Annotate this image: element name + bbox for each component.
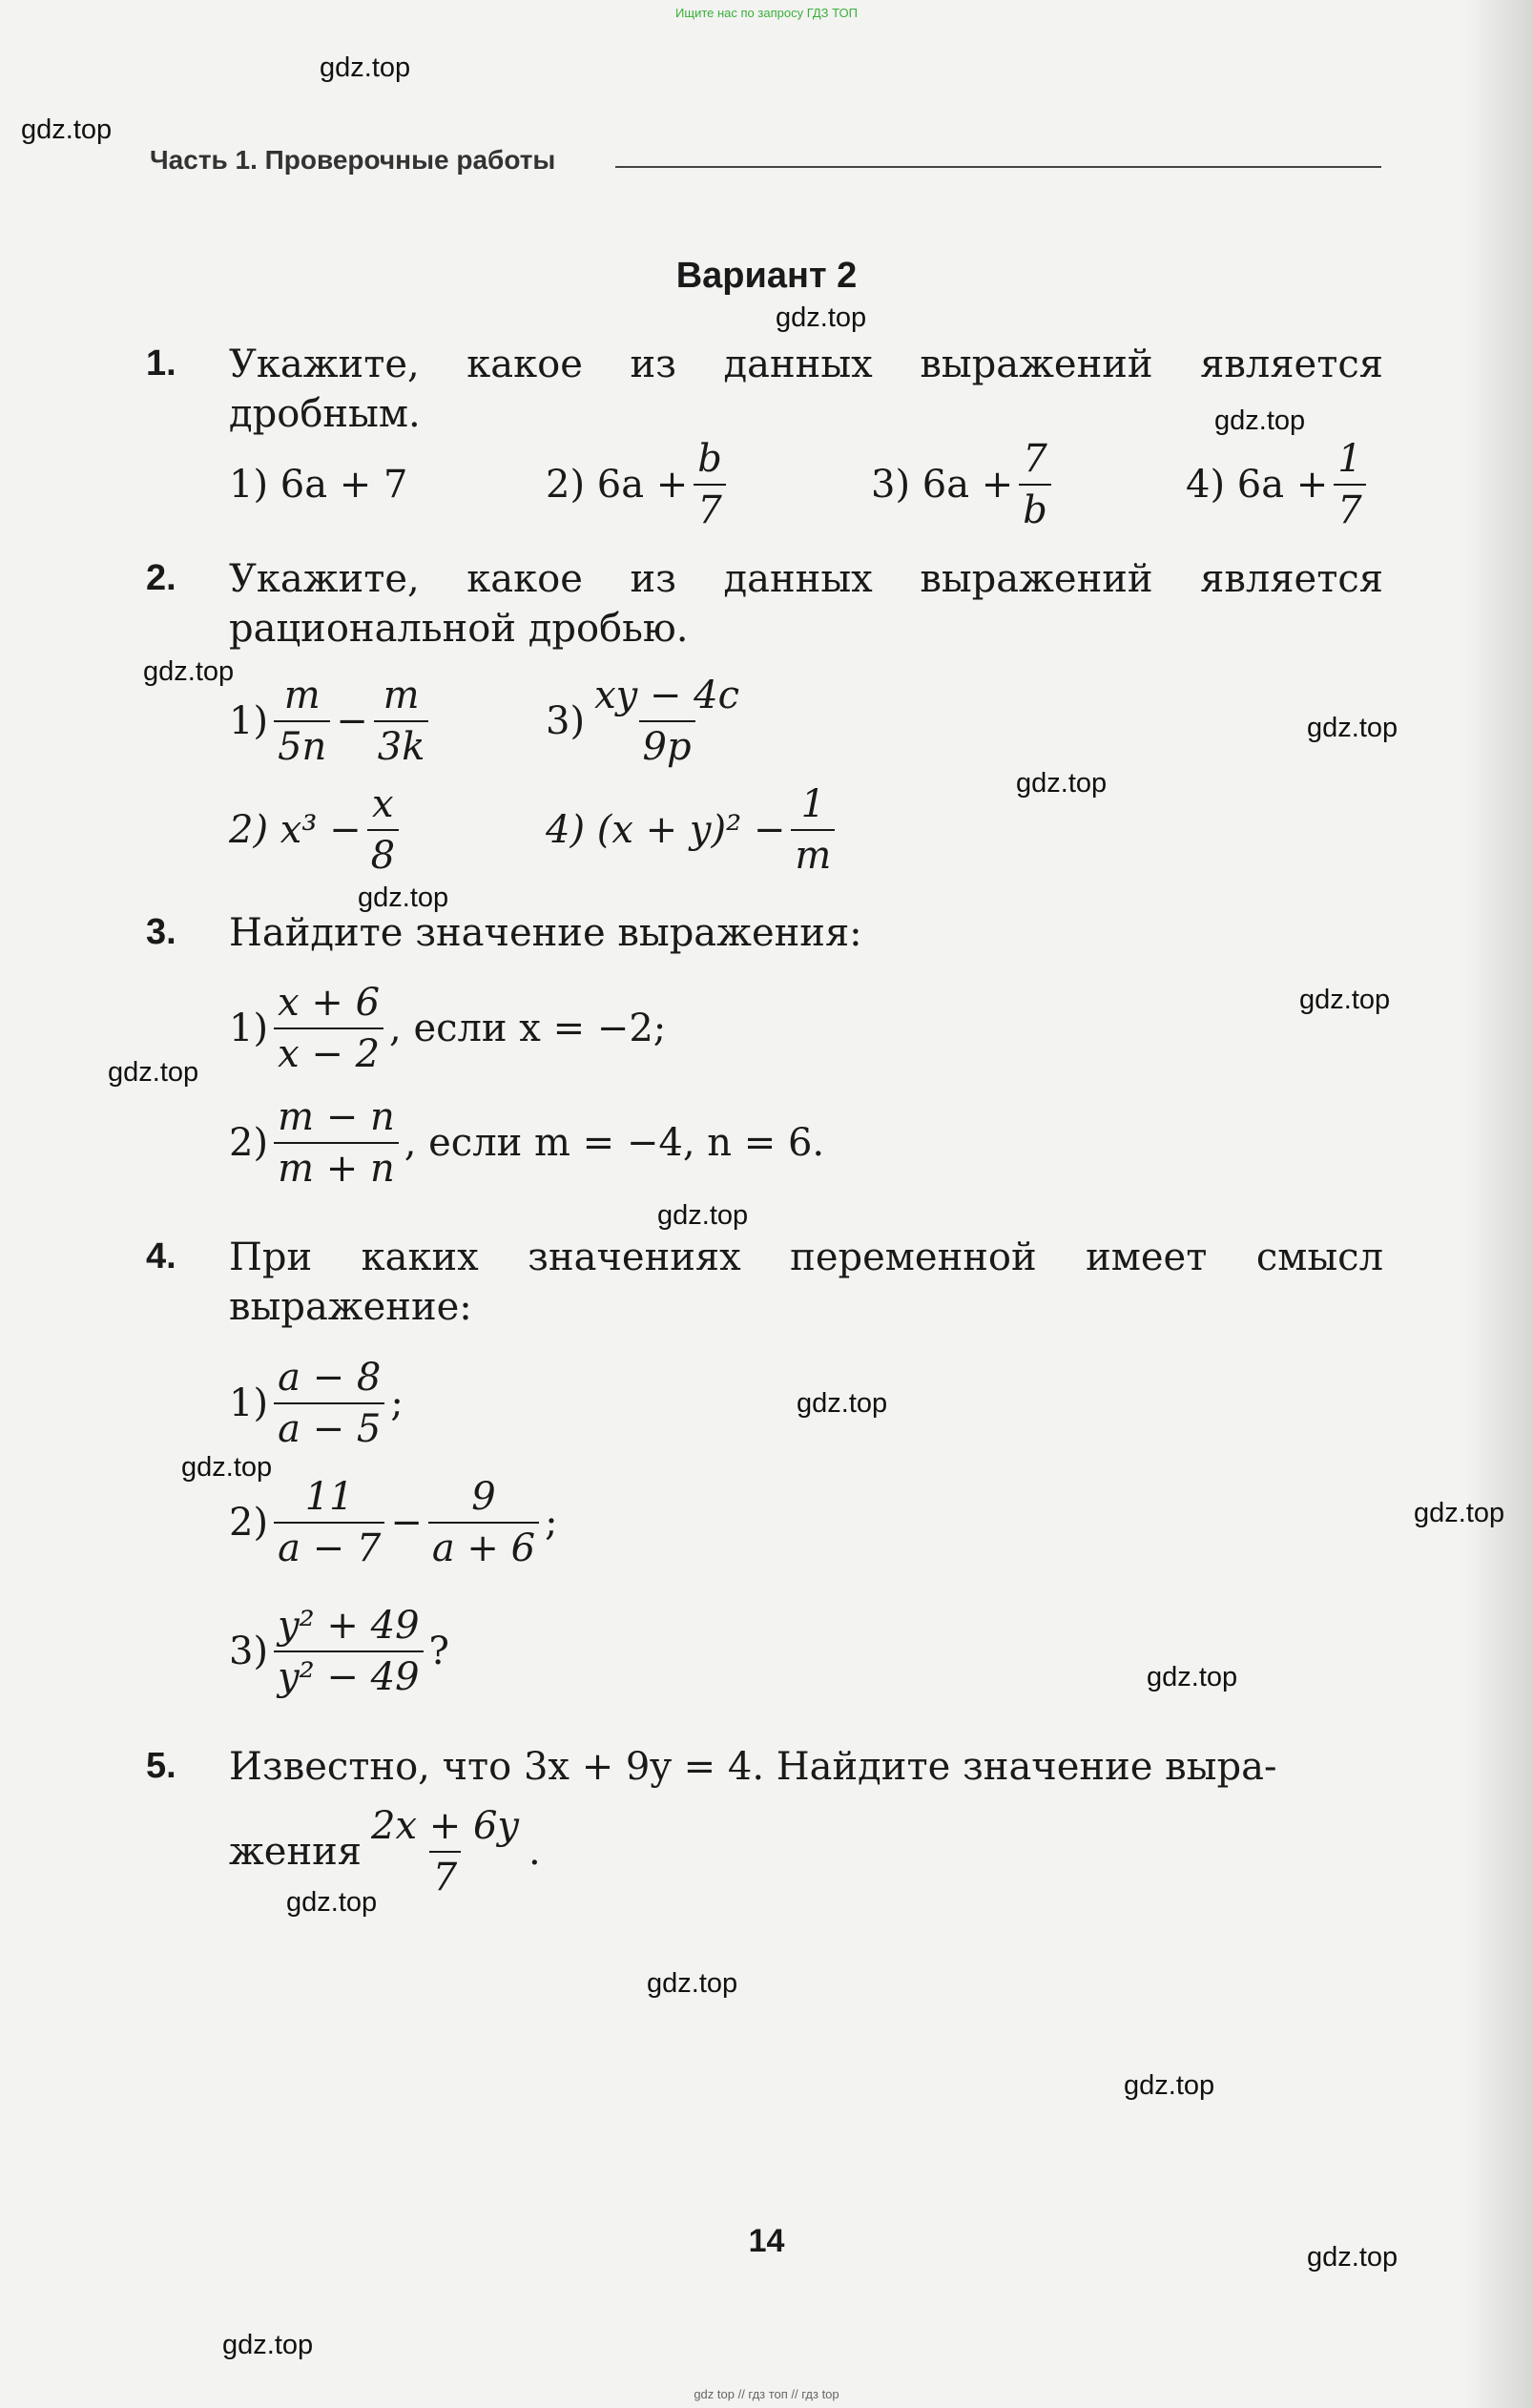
watermark: gdz.top: [222, 2330, 314, 2360]
site-note[interactable]: Ищите нас по запросу ГДЗ ТОП: [675, 6, 858, 20]
question-1-option-1: 1) 6a + 7: [229, 463, 408, 507]
watermark: gdz.top: [1414, 1498, 1505, 1528]
bottom-note: gdz top // гдз топ // гдз top: [694, 2387, 839, 2401]
question-2-option-3: 3) $\frac{xy - 4c}{9p}$: [546, 674, 740, 769]
question-4-text: При каких значениях переменной имеет смысл выражение:: [229, 1235, 1383, 1329]
watermark: gdz.top: [1124, 2070, 1215, 2101]
question-2-option-1: 1) $\frac{m}{5n}$ − $\frac{m}{3k}$: [229, 674, 434, 769]
question-3-option-2: 2) $\frac{m - n}{m + n}$ , если m = −4, n = 6.: [229, 1094, 825, 1191]
page-edge-shadow: [1466, 0, 1533, 2408]
watermark: gdz.top: [108, 1057, 199, 1088]
question-4-option-1: 1) $\frac{a - 8}{a - 5}$ ;: [229, 1355, 404, 1451]
page-number: 14: [748, 2223, 785, 2259]
watermark: gdz.top: [181, 1452, 273, 1483]
header-rule: [615, 166, 1381, 168]
question-3-text: Найдите значение выражения:: [229, 911, 862, 955]
question-4-option-2: 2) $\frac{11}{a - 7}$ − $\frac{9}{a + 6}$ ;: [229, 1474, 558, 1570]
question-2-text: Укажите, какое из данных выражений является рациональной дробью.: [229, 557, 1383, 651]
watermark: gdz.top: [1214, 405, 1306, 436]
section-header: Часть 1. Проверочные работы: [150, 145, 556, 175]
question-1-text: Укажите, какое из данных выражений является дробным.: [229, 343, 1383, 436]
question-3-number: 3.: [146, 912, 176, 952]
watermark: gdz.top: [797, 1388, 888, 1419]
question-1-option-2: 2) 6a + $\frac{b}{7}$: [546, 437, 732, 532]
watermark: gdz.top: [143, 656, 235, 687]
watermark: gdz.top: [1307, 2242, 1398, 2273]
watermark: gdz.top: [320, 52, 411, 83]
question-5-text: Известно, что 3x + 9y = 4. Найдите значение выра-: [229, 1745, 1277, 1789]
watermark: gdz.top: [647, 1968, 738, 1999]
watermark: gdz.top: [358, 882, 449, 913]
watermark: gdz.top: [776, 302, 867, 333]
question-2-number: 2.: [146, 558, 176, 598]
question-5-number: 5.: [146, 1746, 176, 1786]
question-1-number: 1.: [146, 343, 176, 384]
watermark: gdz.top: [1147, 1662, 1238, 1692]
question-1-option-3: 3) 6a + $\frac{7}{b}$: [871, 437, 1057, 532]
watermark: gdz.top: [286, 1887, 378, 1918]
question-2-option-2: 2) x³ − $\frac{x}{8}$: [229, 782, 404, 878]
watermark: gdz.top: [1016, 768, 1108, 799]
question-4-number: 4.: [146, 1236, 176, 1277]
watermark: gdz.top: [21, 114, 113, 145]
question-3-option-1: 1) $\frac{x + 6}{x - 2}$ , если x = −2;: [229, 980, 667, 1076]
variant-title: Вариант 2: [675, 256, 858, 296]
question-2-option-4: 4) (x + y)² − $\frac{1}{m}$: [546, 782, 840, 878]
watermark: gdz.top: [1299, 985, 1391, 1015]
question-4-option-3: 3) $\frac{\text{y² + 49}}{\text{y² − 49}}$ ?: [229, 1603, 449, 1699]
question-5-expression: жения $\frac{2x + 6y}{7}$ .: [229, 1803, 541, 1899]
watermark: gdz.top: [657, 1200, 749, 1231]
question-1-option-4: 4) 6a + $\frac{1}{7}$: [1186, 437, 1372, 532]
watermark: gdz.top: [1307, 713, 1398, 743]
